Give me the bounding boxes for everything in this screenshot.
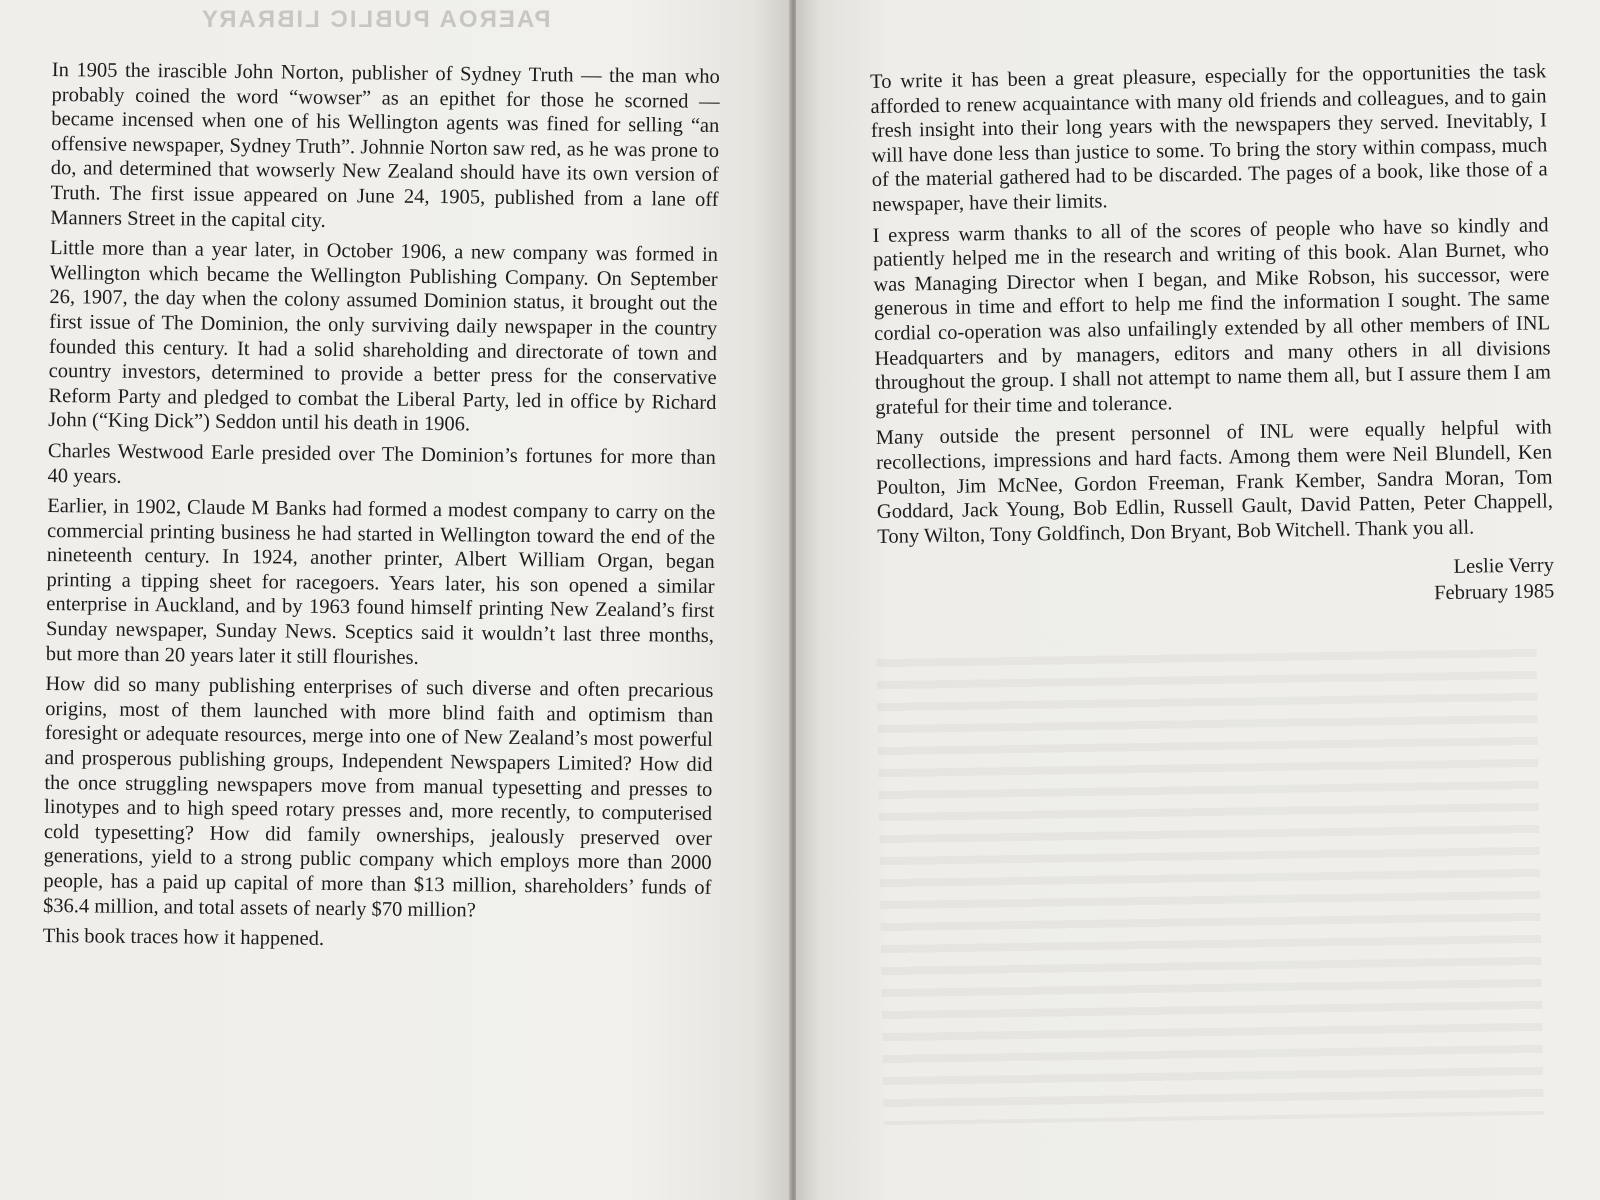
- right-text-column: [870, 59, 1554, 615]
- paragraph: I express warm thanks to all of the scores of people who have so kindly and patiently helped me in the research and writing of this book. Alan Burnet, who was Managing Director when I began, and Mike Robson, his successor, were generous in time and effort to help me find the information I sought. The same cordial co-operation was also unfailingly extended by all other members of INL Headquarters and by managers, editors and many others in all divisions throughout the group. I shall not attempt to name them all, but I assure them I am grateful for their time and tolerance.: [872, 213, 1552, 419]
- library-stamp: PAEROA PUBLIC LIBRARY: [200, 6, 551, 33]
- paragraph: To write it has been a great pleasure, especially for the opportunities the task afforded to renew acquaintance with many old friends and colleagues, and to gain fresh insight into their long years with the newspapers they served. Inevitably, I will have done less than justice to some. To bring the story within compass, much of the material gathered had to be discarded. The pages of a book, like those of a newspaper, have their limits.: [870, 60, 1548, 216]
- signature-block: [878, 553, 1555, 616]
- left-text-column: [43, 58, 720, 962]
- paragraph: In 1905 the irascible John Norton, publisher of Sydney Truth — the man who probably coined the word “wowser” as an epithet for those he scorned — became incensed when one of his Wellington agents was fined for selling “an offensive newspaper, Sydney Truth”. Johnnie Norton saw red, as he was prone to do, and determined that wowserly New Zealand should have its own version of Truth. The first issue appeared on June 24, 1905, published from a lane off Manners Street in the capital city.: [50, 58, 720, 232]
- author-name: Leslie Verry: [1453, 554, 1555, 579]
- paragraph: This book traces how it happened.: [42, 925, 325, 951]
- paragraph: Earlier, in 1902, Claude M Banks had formed a modest company to carry on the commercial printing business he had started in Wellington toward the end of the nineteenth century. In 1924, another printer, Albert William Organ, began printing a tipping sheet for racegoers. Years later, his son opened a similar enterprise in Auckland, and by 1963 found himself printing New Zealand’s first Sunday newspaper, Sunday News. Sceptics said it wouldn’t last three months, but more than 20 years later it still flourishes.: [45, 495, 716, 669]
- paragraph: Little more than a year later, in October 1906, a new company was formed in Wellington which became the Wellington Publishing Company. On September 26, 1907, the day when the colony assumed Dominion status, it brought out the first issue of The Dominion, the only surviving daily newspaper in the country founded this century. It had a solid shareholding and directorate of town and country investors, determined to provide a better press for the conservative Reform Party and pledged to combat the Liberal Party, led in office by Richard John (“King Dick”) Seddon until his death in 1906.: [48, 237, 719, 436]
- paragraph: Many outside the present personnel of INL were equally helpful with recollections, impressions and hard facts. Among them were Neil Blundell, Ken Poulton, Jim McNee, Gordon Freeman, Frank Kember, Sandra Moran, Tom Goddard, Jack Young, Bob Edlin, Russell Gault, David Patten, Peter Chappell, Tony Wilton, Tony Goldfinch, Don Bryant, Bob Witchell. Thank you all.: [875, 416, 1554, 548]
- paragraph: Charles Westwood Earle presided over The Dominion’s fortunes for more than 40 years.: [47, 439, 716, 488]
- show-through-texture: [876, 635, 1543, 1125]
- paragraph: How did so many publishing enterprises of such diverse and often precarious origins, most of them launched with more blind faith and optimism than foresight or adequate resources, merge into one of New Zealand’s most powerful and prosperous publishing groups, Independent Newspapers Limited? How did the once struggling newspapers move from manual typesetting and presses to linotypes and to high speed rotary presses and, more recently, to computerised cold typesetting? How did family ownerships, jealously preserved over generations, yield to a strong public company which employs more than 2000 people, has a paid up capital of more than $13 million, shareholders’ funds of $36.4 million, and total assets of nearly $70 million?: [43, 673, 714, 922]
- signature-date: February 1985: [1433, 580, 1555, 605]
- left-page: [0, 0, 792, 1200]
